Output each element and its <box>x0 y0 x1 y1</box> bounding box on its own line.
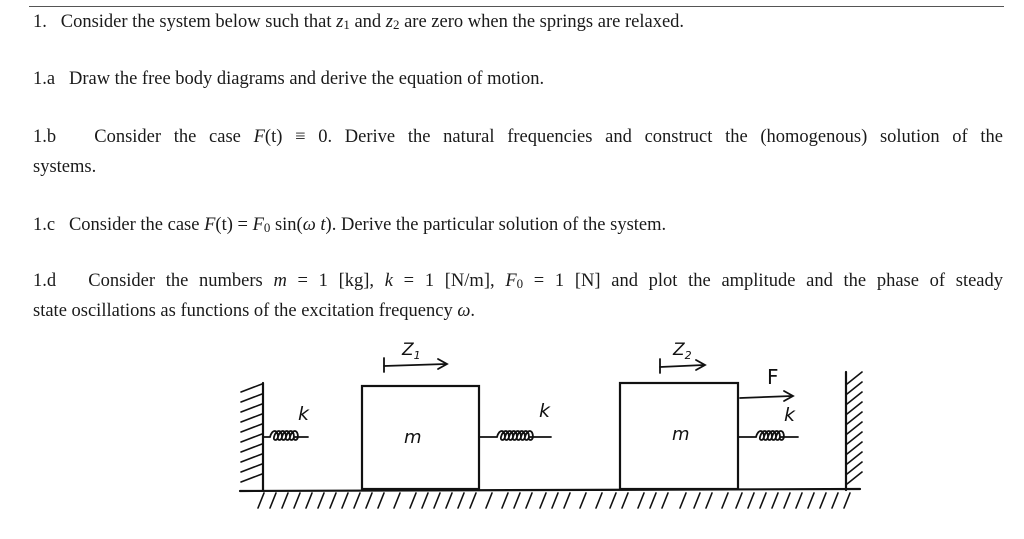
label-force: F <box>767 365 779 389</box>
force-arrow <box>740 391 793 401</box>
spring-left <box>264 431 308 440</box>
var-F: F <box>204 215 216 235</box>
question-text: = 1 [N] and plot the amplitude and the phase of steady <box>523 271 1004 291</box>
var-k: k <box>384 271 393 291</box>
sub: 2 <box>393 17 400 32</box>
question-number: 1. <box>33 12 47 32</box>
var-omega: ω <box>302 215 316 235</box>
question-text: = <box>232 215 253 235</box>
question-text: Draw the free body diagrams and derive the equation of motion. <box>68 69 545 89</box>
sub: 0 <box>516 276 524 291</box>
question-text: Consider the numbers <box>88 271 274 291</box>
var-z2: z <box>385 12 393 32</box>
right-wall-hatch <box>847 372 862 484</box>
question-text: (t) ≡ 0. Derive the natural frequencies and construct the (homogenous) solution of the <box>264 127 1003 147</box>
label-k-middle: k <box>539 400 551 422</box>
label-mass-right: m <box>672 424 690 445</box>
question-text: sin( <box>270 215 303 235</box>
question-text: are zero when the springs are relaxed. <box>399 12 685 32</box>
ground-hatch <box>258 493 850 508</box>
var-F0: F <box>252 215 264 235</box>
question-text: state oscillations as functions of the excitation frequency <box>33 301 458 321</box>
sub: 1 <box>343 17 350 32</box>
question-text: = 1 [N/m], <box>392 271 506 291</box>
label-mass-left: m <box>404 427 422 448</box>
label-k-right: k <box>784 404 796 426</box>
question-number: 1.c <box>33 215 56 235</box>
var-t: t <box>320 215 326 235</box>
var-z1: z <box>336 12 344 32</box>
question-text: Consider the case <box>68 215 205 235</box>
question-number: 1.b <box>33 127 57 147</box>
z2-arrow <box>660 359 705 373</box>
question-number: 1.d <box>33 271 57 291</box>
left-wall-hatch <box>241 384 262 482</box>
spring-right <box>738 431 798 440</box>
question-text: Consider the case <box>94 127 254 147</box>
var-F: F <box>253 127 265 147</box>
question-text: and <box>349 12 386 32</box>
question-text: . <box>470 301 476 321</box>
label-z1: $Z_1$ <box>402 340 421 362</box>
spring-middle <box>479 431 551 440</box>
question-text: ). Derive the particular solution of the system. <box>325 215 667 235</box>
var-F0: F <box>505 271 517 291</box>
question-text: (t) <box>215 215 233 235</box>
ground-line <box>240 489 860 491</box>
question-text: Consider the system below such that <box>60 12 337 32</box>
label-z2: $Z_2$ <box>673 340 692 362</box>
question-text: = 1 [kg], <box>286 271 385 291</box>
question-number: 1.a <box>33 69 56 89</box>
var-omega: ω <box>457 301 471 321</box>
sub: 0 <box>263 220 271 235</box>
question-line-2: systems. <box>33 157 97 177</box>
label-k-left: k <box>298 403 310 425</box>
var-m: m <box>273 271 287 291</box>
